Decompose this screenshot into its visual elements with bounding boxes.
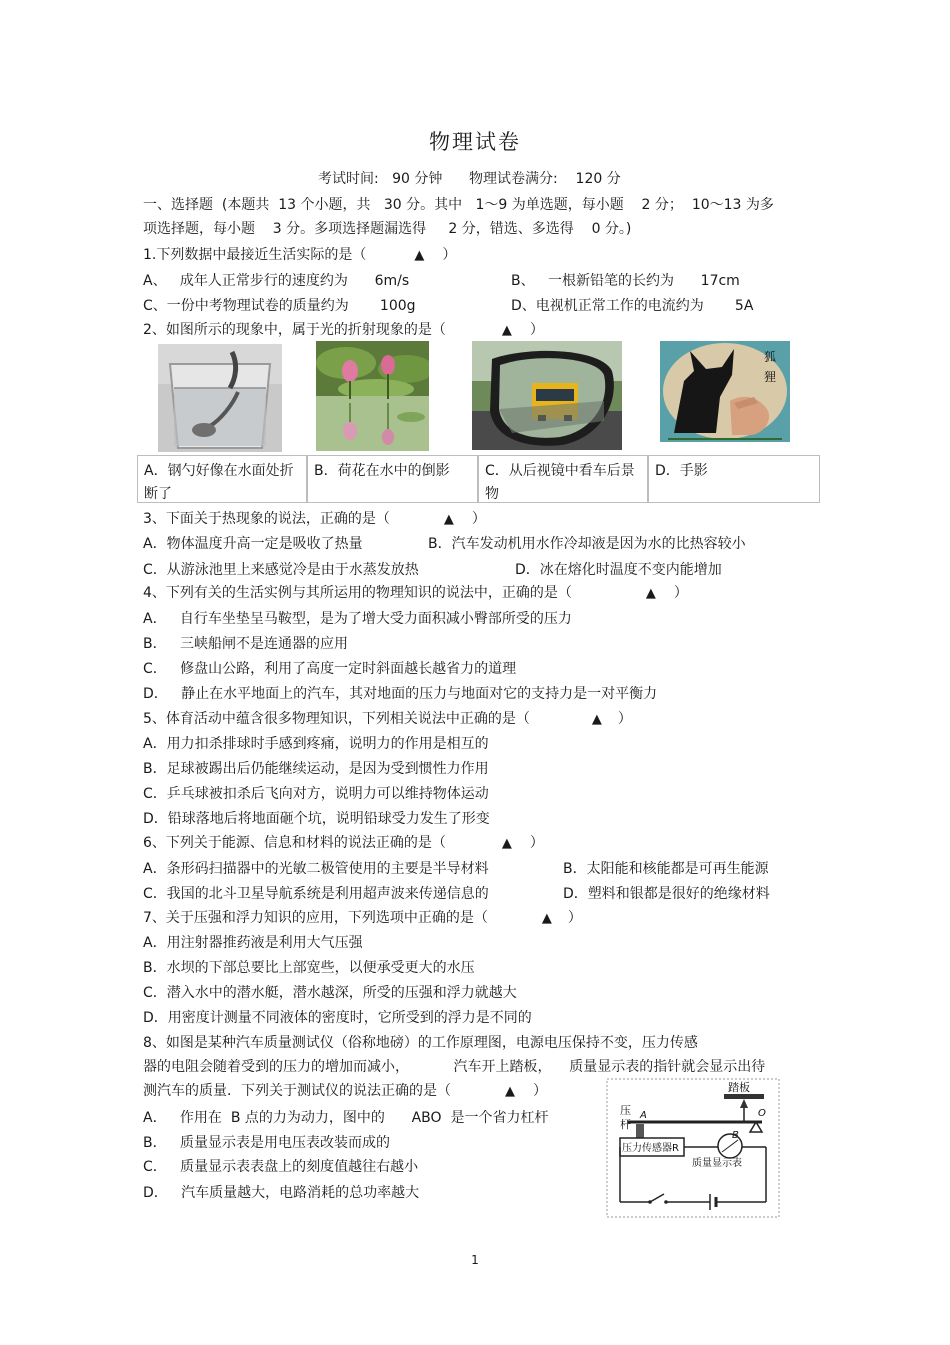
question-5-option-d: D．铅球落地后将地面砸个坑，说明铅球受力发生了形变 — [143, 811, 490, 827]
question-1-option-d: D、电视机正常工作的电流约为 5A — [511, 298, 754, 314]
question-4-option-c: C． 修盘山公路，利用了高度一定时斜面越长越省力的道理 — [143, 661, 517, 677]
question-4-stem: 4、下列有关的生活实例与其所运用的物理知识的说法中，正确的是（ ▲ ） — [143, 585, 688, 601]
point-o-label: O — [758, 1108, 766, 1119]
fox-label-2: 狸 — [764, 370, 777, 384]
rearview-mirror-image — [472, 341, 622, 450]
exam-info: 考试时间: 90 分钟 物理试卷满分: 120 分 — [318, 171, 621, 187]
question-2-stem: 2、如图所示的现象中，属于光的折射现象的是（ ▲ ） — [143, 322, 544, 338]
question-7-option-a: A．用注射器推药液是利用大气压强 — [143, 935, 363, 951]
answer-mark: ▲ — [501, 836, 512, 851]
answer-mark: ▲ — [414, 248, 425, 263]
question-6-option-b: B．太阳能和核能都是可再生能源 — [563, 861, 769, 877]
answer-mark: ▲ — [505, 1084, 515, 1099]
question-5-option-b: B．足球被踢出后仍能继续运动，是因为受到惯性力作用 — [143, 761, 489, 777]
question-3-option-b: B．汽车发动机用水作冷却液是因为水的比热容较小 — [428, 536, 746, 552]
question-6-stem: 6、下列关于能源、信息和材料的说法正确的是（ ▲ ） — [143, 835, 544, 851]
question-7-option-b: B．水坝的下部总要比上部宽些，以便承受更大的水压 — [143, 960, 475, 976]
switch — [650, 1194, 664, 1202]
question-8-line-3: 测汽车的质量．下列关于测试仪的说法正确的是（ ▲ ） — [143, 1083, 547, 1099]
question-8-line-2: 器的电阻会随着受到的压力的增加而减小， 汽车开上踏板， 质量显示表的指针就会显示出待 — [143, 1059, 766, 1075]
answer-mark: ▲ — [645, 586, 656, 601]
question-7-option-d: D．用密度计测量不同液体的密度时，它所受到的浮力是不同的 — [143, 1010, 532, 1026]
point-b-label: B — [732, 1130, 739, 1141]
section-intro-line-2: 项选择题，每小题 3 分。多项选择题漏选得 2 分，错选、多选得 0 分。) — [143, 221, 632, 237]
answer-mark: ▲ — [501, 323, 512, 338]
hand-shadow-image — [660, 341, 790, 442]
answer-mark: ▲ — [541, 911, 552, 926]
pedal-label: 踏板 — [728, 1081, 750, 1094]
question-1-stem: 1.下列数据中最接近生活实际的是（ ▲ ） — [143, 247, 457, 263]
pedal-plate — [724, 1094, 764, 1099]
question-4-option-a: A． 自行车坐垫呈马鞍型，是为了增大受力面积减小臀部所受的压力 — [143, 611, 572, 627]
point-a-label: A — [640, 1110, 647, 1121]
question-4-option-b: B． 三峡船闸不是连通器的应用 — [143, 636, 348, 652]
question-6-option-c: C．我国的北斗卫星导航系统是利用超声波来传递信息的 — [143, 886, 489, 902]
question-3-option-d: D．冰在熔化时温度不变内能增加 — [515, 562, 722, 578]
weighbridge-circuit-diagram — [606, 1078, 780, 1218]
question-8-option-a: A． 作用在 B 点的力为动力，图中的 ABO 是一个省力杠杆 — [143, 1110, 549, 1126]
question-1-option-b: B、 一根新铅笔的长约为 17cm — [511, 273, 740, 289]
page-number: 1 — [471, 1253, 479, 1267]
question-2-option-b: B．荷花在水中的倒影 — [307, 455, 478, 503]
answer-mark: ▲ — [443, 512, 454, 527]
question-6-option-d: D．塑料和银都是很好的绝缘材料 — [563, 886, 770, 902]
question-3-option-a: A．物体温度升高一定是吸收了热量 — [143, 536, 363, 552]
spoon-in-water-image — [158, 344, 282, 452]
page-title: 物理试卷 — [429, 130, 521, 154]
question-7-stem: 7、关于压强和浮力知识的应用，下列选项中正确的是（ ▲ ） — [143, 910, 582, 926]
question-1-option-a: A、 成年人正常步行的速度约为 6m/s — [143, 273, 410, 289]
question-5-stem: 5、体育活动中蕴含很多物理知识，下列相关说法中正确的是（ ▲ ） — [143, 711, 632, 727]
question-4-option-d: D． 静止在水平地面上的汽车，其对地面的压力与地面对它的支持力是一对平衡力 — [143, 686, 658, 702]
sensor-label: 压力传感器R — [622, 1143, 679, 1154]
question-8-line-1: 8、如图是某种汽车质量测试仪（俗称地磅）的工作原理图，电源电压保持不变，压力传感 — [143, 1035, 698, 1051]
question-2-option-a: A．钢勺好像在水面处折断了 — [137, 455, 307, 503]
question-5-option-c: C．乒乓球被扣杀后飞向对方，说明力可以维持物体运动 — [143, 786, 489, 802]
question-5-option-a: A．用力扣杀排球时手感到疼痛，说明力的作用是相互的 — [143, 736, 489, 752]
fox-label-1: 狐 — [764, 350, 777, 364]
question-2-option-c: C．从后视镜中看车后景物 — [478, 455, 648, 503]
section-intro-line-1: 一、选择题 (本题共 13 个小题，共 30 分。其中 1～9 为单选题，每小题 2 分； 10～13 为多 — [143, 197, 774, 213]
lotus-reflection-image — [316, 341, 429, 451]
question-3-option-c: C．从游泳池里上来感觉冷是由于水蒸发放热 — [143, 562, 419, 578]
question-1-option-c: C、一份中考物理试卷的质量约为 100g — [143, 298, 416, 314]
question-8-option-d: D． 汽车质量越大，电路消耗的总功率越大 — [143, 1185, 420, 1201]
question-6-option-a: A．条形码扫描器中的光敏二极管使用的主要是半导材料 — [143, 861, 489, 877]
question-3-stem: 3、下面关于热现象的说法，正确的是（ ▲ ） — [143, 511, 486, 527]
lever-label-1: 压 — [620, 1104, 631, 1117]
lever-label-2: 杆 — [620, 1118, 631, 1131]
answer-mark: ▲ — [591, 712, 602, 727]
question-2-option-d: D．手影 — [648, 455, 820, 503]
question-7-option-c: C．潜入水中的潜水艇，潜水越深，所受的压强和浮力就越大 — [143, 985, 517, 1001]
question-8-option-c: C． 质量显示表表盘上的刻度值越往右越小 — [143, 1159, 419, 1175]
meter-label: 质量显示表 — [692, 1158, 742, 1169]
question-8-option-b: B． 质量显示表是用电压表改装而成的 — [143, 1135, 390, 1151]
